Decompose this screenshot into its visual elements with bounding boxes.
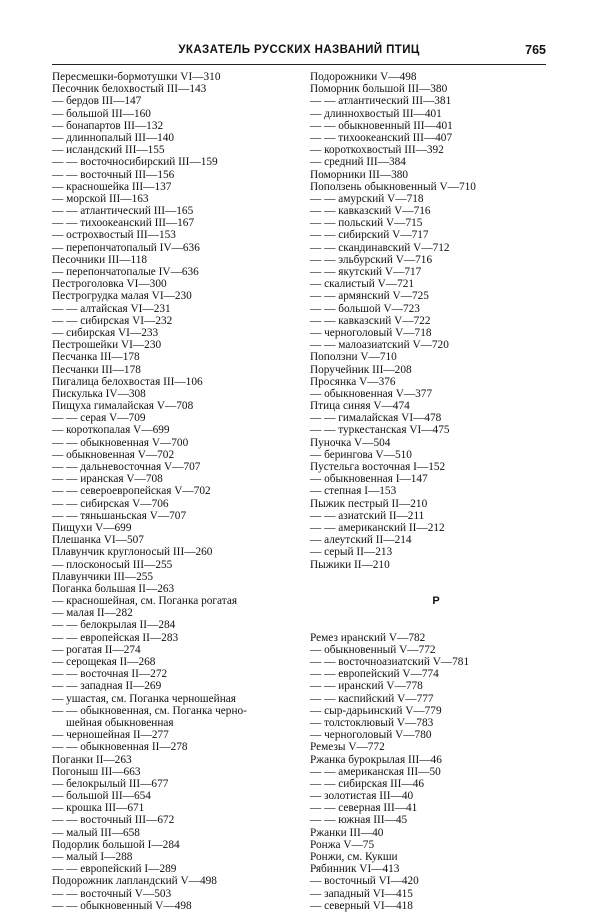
index-entry: — — польский V—715 xyxy=(310,217,423,230)
index-entry: — алеутский II—214 xyxy=(310,534,412,547)
index-entry: — — обыкновенный III—401 xyxy=(310,119,453,132)
index-entry: Ремезы V—772 xyxy=(310,741,385,754)
index-entry: — черноголовый V—780 xyxy=(310,729,432,742)
index-entry: Поганка большая II—263 xyxy=(52,582,175,595)
index-entry: — острохвостый III—153 xyxy=(52,229,176,242)
index-entry: Просянка V—376 xyxy=(310,375,396,388)
index-entry: — короткопалая V—699 xyxy=(52,424,170,437)
index-entry: — — обыкновенная V—700 xyxy=(52,436,189,449)
index-entry: Рябинник VI—413 xyxy=(310,863,400,876)
index-entry: — — сибирская V—706 xyxy=(52,497,169,510)
index-entry: — — восточный V—503 xyxy=(52,887,172,900)
index-entry: — — восточный III—672 xyxy=(52,814,175,827)
index-entry: — — южная III—45 xyxy=(310,814,408,827)
index-entry: Пестрошейки VI—230 xyxy=(52,339,162,352)
index-entry: — восточный VI—420 xyxy=(310,875,419,888)
index-entry: Песчанки III—178 xyxy=(52,363,141,376)
index-entry: — — обыкновенная, см. Поганка черно- xyxy=(52,704,247,717)
index-entry: Песочник белохвостый III—143 xyxy=(52,83,207,96)
index-entry: Пестрогрудка малая VI—230 xyxy=(52,290,192,303)
index-entry: Пищуха гималайская V—708 xyxy=(52,400,194,413)
index-entry: — — американская III—50 xyxy=(310,765,441,778)
index-entry: — — северная III—41 xyxy=(310,802,418,815)
index-entry: — рогатая II—274 xyxy=(52,643,141,656)
index-entry: — красношейная, см. Поганка рогатая xyxy=(52,595,238,608)
index-entry: — черноголовый V—718 xyxy=(310,326,432,339)
index-entry: Птица синяя V—474 xyxy=(310,400,410,413)
letter-heading: Р xyxy=(432,595,440,608)
index-entry: — — иранский V—778 xyxy=(310,680,423,693)
index-entry: — крошка III—671 xyxy=(52,802,145,815)
index-entry: Пыжики II—210 xyxy=(310,558,390,571)
index-entry: — — малоазиатский V—720 xyxy=(310,339,449,352)
index-entry: — — иранская V—708 xyxy=(52,473,163,486)
index-entry: — — западная II—269 xyxy=(52,680,162,693)
index-entry: — степная I—153 xyxy=(310,485,397,498)
index-entry: — исландский III—155 xyxy=(52,144,165,157)
index-entry: Плешанка VI—507 xyxy=(52,534,144,547)
index-entry: — — кавказский V—722 xyxy=(310,314,431,327)
index-entry: — — американский II—212 xyxy=(310,521,445,534)
index-entry: — — сибирский V—717 xyxy=(310,229,429,242)
index-entry: — золотистая III—40 xyxy=(310,790,414,803)
index-entry: Ржанки III—40 xyxy=(310,826,384,839)
index-entry: Пыжик пестрый II—210 xyxy=(310,497,428,510)
index-entry: — — тихоокеанский III—167 xyxy=(52,217,195,230)
index-entry: — толстоклювый V—783 xyxy=(310,716,434,729)
index-entry: — ушастая, см. Поганка черношейная xyxy=(52,692,236,705)
index-entry: Пищухи V—699 xyxy=(52,521,132,534)
page-number: 765 xyxy=(525,43,546,57)
index-column-right xyxy=(310,71,562,912)
index-entry: — — североевропейская V—702 xyxy=(52,485,211,498)
index-entry: Плавунчики III—255 xyxy=(52,570,154,583)
index-entry: Пискулька IV—308 xyxy=(52,387,146,400)
index-entry: — серощекая II—268 xyxy=(52,656,156,668)
index-entry: — — восточный III—156 xyxy=(52,168,175,181)
index-entry: — большой III—160 xyxy=(52,107,151,120)
index-entry: — малый I—288 xyxy=(52,851,133,863)
index-entry: — серый II—213 xyxy=(310,546,393,559)
index-entry: Ронжа V—75 xyxy=(310,838,375,851)
index-entry: — перепончатопалые IV—636 xyxy=(52,266,199,278)
index-entry: Песочники III—118 xyxy=(52,253,148,266)
index-entry: Пересмешки-бормотушки VI—310 xyxy=(52,71,221,83)
index-entry: — — гималайская VI—478 xyxy=(310,412,442,425)
index-entry: — — тяньшаньская V—707 xyxy=(52,509,187,522)
index-entry: — малая II—282 xyxy=(52,607,133,620)
index-entry: — черношейная II—277 xyxy=(52,729,169,742)
index-entry: — — эльбурский V—716 xyxy=(310,253,433,266)
index-entry: Подорожник лапландский V—498 xyxy=(52,875,217,888)
index-entry: Ремез иранский V—782 xyxy=(310,631,426,644)
index-entry: Пигалица белохвостая III—106 xyxy=(52,375,203,388)
index-entry: Пуночка V—504 xyxy=(310,436,391,449)
index-entry: — длиннохвостый III—401 xyxy=(310,107,442,120)
index-entry: Песчанка III—178 xyxy=(52,351,140,364)
index-entry: Подорлик большой I—284 xyxy=(52,838,180,851)
index-entry: — перепончатопалый IV—636 xyxy=(52,241,200,254)
index-entry: Поползень обыкновенный V—710 xyxy=(310,180,476,193)
index-entry: — — кавказский V—716 xyxy=(310,205,431,218)
index-entry: — морской III—163 xyxy=(52,192,149,205)
index-entry: — — якутский V—717 xyxy=(310,266,422,278)
index-entry: Поручейник III—208 xyxy=(310,363,412,376)
index-entry: — белокрылый III—677 xyxy=(52,777,169,790)
index-entry: — — алтайская VI—231 xyxy=(52,302,171,315)
index-entry: — — белокрылая II—284 xyxy=(52,619,176,632)
index-entry: Поползни V—710 xyxy=(310,351,397,364)
index-entry: — — атлантический III—381 xyxy=(310,95,452,108)
index-entry: — — дальневосточная V—707 xyxy=(52,461,201,473)
index-entry: — северный VI—418 xyxy=(310,899,413,912)
index-entry: Поморники III—380 xyxy=(310,168,409,181)
index-entry: — — сибирская III—46 xyxy=(310,777,424,790)
index-column-left xyxy=(52,71,304,912)
index-entry: — — азиатский II—211 xyxy=(310,509,425,522)
index-entry: Поганки II—263 xyxy=(52,753,132,766)
index-entry: — западный VI—415 xyxy=(310,887,413,900)
index-entry: — — каспийский V—777 xyxy=(310,692,434,705)
index-entry: Подорожники V—498 xyxy=(310,71,417,83)
index-entry: — обыкновенная V—702 xyxy=(52,448,175,461)
blank-line xyxy=(310,583,562,595)
index-entry: — — сибирская VI—232 xyxy=(52,314,173,327)
index-entry: — — тихоокеанский III—407 xyxy=(310,131,453,144)
index-entry: — обыкновенная V—377 xyxy=(310,387,433,400)
index-entry: — обыкновенный V—772 xyxy=(310,643,436,656)
index-entry: — — амурский V—718 xyxy=(310,192,424,205)
index-entry: — короткохвостый III—392 xyxy=(310,144,444,157)
page-header xyxy=(52,44,546,64)
index-entry: — большой III—654 xyxy=(52,790,151,803)
running-title: УКАЗАТЕЛЬ РУССКИХ НАЗВАНИЙ ПТИЦ xyxy=(178,44,420,56)
index-entry: — бонапартов III—132 xyxy=(52,119,164,132)
index-entry: — — туркестанская VI—475 xyxy=(310,424,450,437)
index-entry: — сыр-дарьинский V—779 xyxy=(310,704,442,717)
index-entry: — бердов III—147 xyxy=(52,95,142,108)
blank-line xyxy=(310,571,562,583)
index-entry: — — серая V—709 xyxy=(52,412,146,425)
index-entry: Пестроголовка VI—300 xyxy=(52,278,167,291)
index-entry: Поморник большой III—380 xyxy=(310,83,448,96)
index-entry: — плосконосый III—255 xyxy=(52,558,173,571)
index-entry: — — восточноазиатский V—781 xyxy=(310,656,470,668)
index-entry: — обыкновенная I—147 xyxy=(310,473,428,486)
index-entry: — — европейский I—289 xyxy=(52,863,177,876)
index-entry: — берингова V—510 xyxy=(310,448,412,461)
index-entry: — — большой V—723 xyxy=(310,302,420,315)
index-entry: — скалистый V—721 xyxy=(310,278,415,291)
index-entry: — малый III—658 xyxy=(52,826,140,839)
index-entry: — красношейка III—137 xyxy=(52,180,172,193)
index-entry: Ржанка бурокрылая III—46 xyxy=(310,753,442,766)
header-rule xyxy=(52,64,546,65)
blank-line xyxy=(310,607,562,619)
index-entry: — — европейский V—774 xyxy=(310,668,439,681)
index-entry: — — европейская II—283 xyxy=(52,631,179,644)
blank-line xyxy=(310,619,562,631)
index-entry: — — восточносибирский III—159 xyxy=(52,156,218,169)
index-entry: Погоныш III—663 xyxy=(52,765,141,778)
index-entry: — — восточная II—272 xyxy=(52,668,168,681)
index-entry: — сибирская VI—233 xyxy=(52,326,159,339)
index-entry: — — обыкновенный V—498 xyxy=(52,899,192,912)
index-entry: Пустельга восточная I—152 xyxy=(310,461,446,473)
index-entry: Плавунчик круглоносый III—260 xyxy=(52,546,213,559)
index-entry: Ронжи, см. Кукши xyxy=(310,851,398,863)
index-entry: — — скандинавский V—712 xyxy=(310,241,450,254)
index-entry: шейная обыкновенная xyxy=(66,716,174,729)
index-entry: — длиннопалый III—140 xyxy=(52,131,175,144)
index-entry: — — атлантический III—165 xyxy=(52,205,194,218)
index-entry: — — армянский V—725 xyxy=(310,290,429,303)
index-entry: — средний III—384 xyxy=(310,156,406,169)
index-entry: — — обыкновенная II—278 xyxy=(52,741,188,754)
